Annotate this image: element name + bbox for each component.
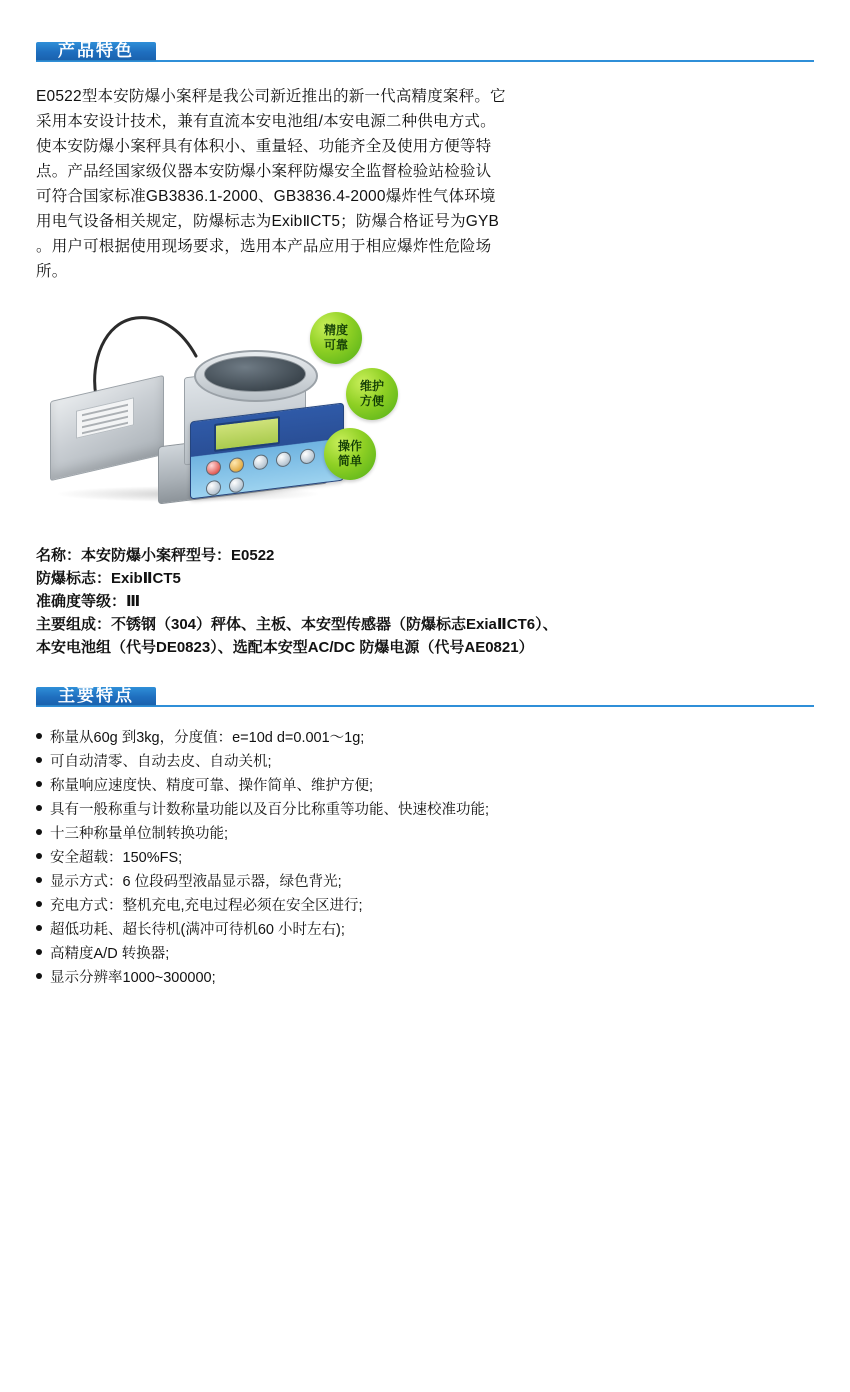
bullet-icon xyxy=(36,733,42,739)
specification-list xyxy=(36,544,814,659)
intro-paragraph xyxy=(36,84,506,284)
list-item-label: 充电方式：整机充电,充电过程必须在安全区进行; xyxy=(50,898,363,914)
document-page xyxy=(0,42,850,1392)
product-image-area xyxy=(36,300,814,540)
bullet-icon xyxy=(36,805,42,811)
feature-bubble-operation xyxy=(324,428,376,480)
bullet-icon xyxy=(36,877,42,883)
main-points-banner-wrap xyxy=(36,687,814,707)
section-heading-features: 产品特色 xyxy=(36,42,156,60)
feature-bubble-maintenance xyxy=(346,368,398,420)
list-item xyxy=(36,751,814,775)
product-photo xyxy=(48,308,328,523)
bubble-line-2: 可靠 xyxy=(323,338,348,352)
spec-line: 本安电池组（代号DE0823）、选配本安型AC/DC 防爆电源（代号AE0821） xyxy=(36,639,534,656)
bubble-line-1: 操作 xyxy=(337,439,362,453)
list-item-label: 十三种称量单位制转换功能; xyxy=(50,826,229,842)
list-item xyxy=(36,799,814,823)
list-item xyxy=(36,871,814,895)
list-item-label: 超低功耗、超长待机(满冲可待机60 小时左右); xyxy=(50,922,345,938)
list-item xyxy=(36,775,814,799)
bubble-line-2: 方便 xyxy=(359,394,384,408)
spec-line: 准确度等级：Ⅲ xyxy=(36,593,141,610)
bullet-icon xyxy=(36,781,42,787)
bubble-line-1: 精度 xyxy=(323,323,348,337)
list-item xyxy=(36,823,814,847)
list-item xyxy=(36,919,814,943)
section-heading-main-points: 主要特点 xyxy=(36,687,156,705)
list-item xyxy=(36,967,814,991)
list-item-label: 显示分辨率1000~300000; xyxy=(50,970,216,986)
list-item-label: 安全超载：150%FS; xyxy=(50,850,183,866)
list-item-label: 显示方式：6 位段码型液晶显示器，绿色背光; xyxy=(50,874,342,890)
feature-bubble-accuracy xyxy=(310,312,362,364)
list-item xyxy=(36,895,814,919)
bubble-line-2: 简单 xyxy=(337,454,362,468)
list-item xyxy=(36,727,814,751)
list-item-label: 具有一般称重与计数称量功能以及百分比称重等功能、快速校准功能; xyxy=(50,802,490,818)
intro-text: E0522型本安防爆小案秤是我公司新近推出的新一代高精度案秤。它采用本安设计技术，兼有直流本安电池组/本安电源二种供电方式。使本安防爆小案秤具有体积小、重量轻、功能齐全及使用方便等特点。产品经国家级仪器本安防爆小案秤防爆安全监督检验站检验认可符合国家标准GB3836.1-2000、GB3836.4-2000爆炸性气体环境用电气设备相关规定，防爆标志为ExibⅡCT5；防爆合格证号为GYB 。用户可根据使用现场要求，选用本产品应用于相应爆炸性危险场所。 xyxy=(36,88,506,280)
spec-line: 名称：本安防爆小案秤型号：E0522 xyxy=(36,547,275,564)
features-banner-wrap xyxy=(36,42,814,62)
list-item-label: 可自动清零、自动去皮、自动关机; xyxy=(50,754,272,770)
bullet-icon xyxy=(36,949,42,955)
feature-bullet-list xyxy=(36,727,814,991)
bullet-icon xyxy=(36,901,42,907)
list-item-label: 高精度A/D 转换器; xyxy=(50,946,170,962)
bullet-icon xyxy=(36,853,42,859)
spec-line: 主要组成：不锈钢（304）秤体、主板、本安型传感器（防爆标志ExiaⅡCT6）、 xyxy=(36,616,558,633)
bullet-icon xyxy=(36,829,42,835)
spec-line: 防爆标志：ExibⅡCT5 xyxy=(36,570,181,587)
weighing-pan xyxy=(204,356,306,392)
list-item xyxy=(36,847,814,871)
bubble-line-1: 维护 xyxy=(359,379,384,393)
bullet-icon xyxy=(36,973,42,979)
bullet-icon xyxy=(36,925,42,931)
list-item xyxy=(36,943,814,967)
list-item-label: 称量响应速度快、精度可靠、操作简单、维护方便; xyxy=(50,778,374,794)
bullet-icon xyxy=(36,757,42,763)
list-item-label: 称量从60g 到3kg，分度值：e=10d d=0.001～1g; xyxy=(50,730,365,746)
